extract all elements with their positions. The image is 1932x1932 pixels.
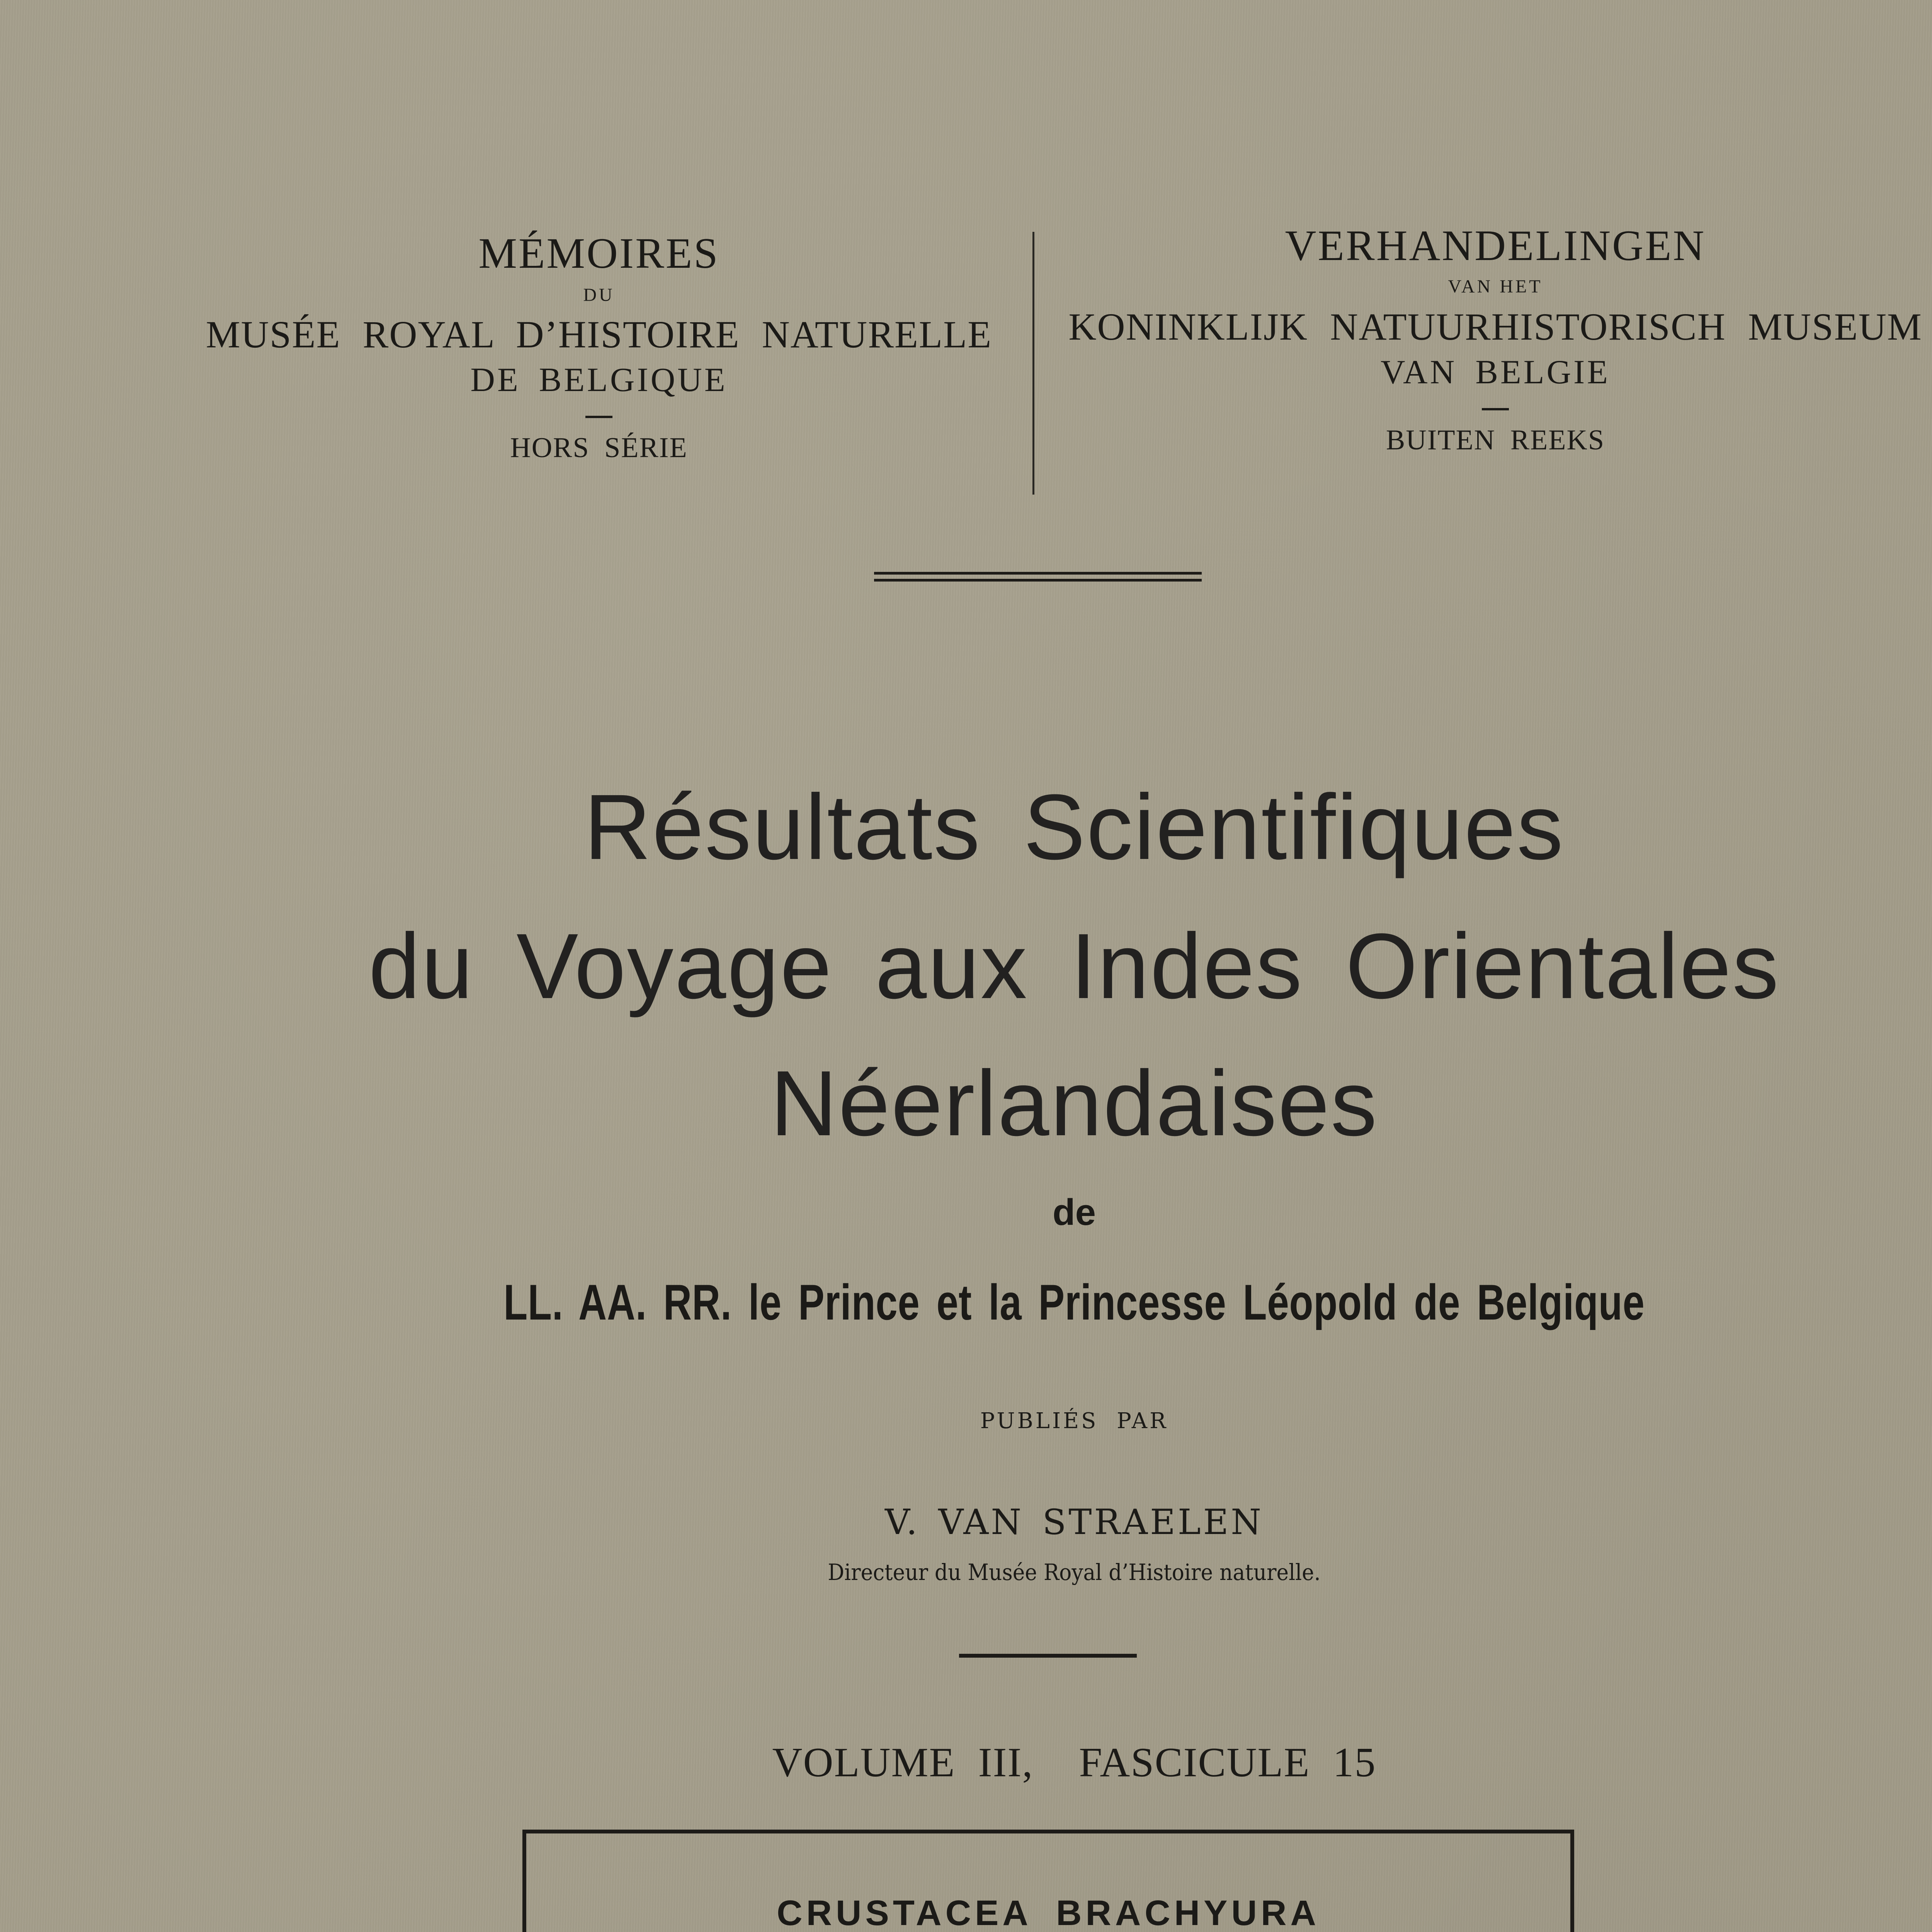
header-right xyxy=(1051,224,1932,454)
header-left-title: MÉMOIRES xyxy=(478,230,719,277)
header-right-title: VERHANDELINGEN xyxy=(1285,222,1706,270)
header-right-series: BUITEN REEKS xyxy=(1386,424,1605,456)
header-right-dash xyxy=(1482,408,1509,410)
header-left-institution-line1: MUSÉE ROYAL D’HISTOIRE NATURELLE xyxy=(206,313,992,356)
main-title-line1: Résultats Scientifiques xyxy=(584,775,1565,879)
double-rule-bottom xyxy=(874,579,1202,582)
header-right-institution-line1: KONINKLIJK NATUURHISTORISCH MUSEUM xyxy=(1068,305,1922,348)
double-rule-top xyxy=(874,572,1202,575)
header-left-institution-line2: DE BELGIQUE xyxy=(470,361,728,399)
header-left-connector: DU xyxy=(583,285,615,305)
publisher-position: Directeur du Musée Royal d’Histoire naturelle. xyxy=(828,1559,1321,1585)
publisher-name: V. VAN STRAELEN xyxy=(884,1502,1264,1543)
header-left xyxy=(162,232,1036,462)
header-left-series: HORS SÉRIE xyxy=(510,432,688,464)
published-by-label: PUBLIÉS PAR xyxy=(980,1408,1168,1434)
header-right-institution-line2: VAN BELGIE xyxy=(1380,354,1611,391)
short-rule-divider xyxy=(959,1654,1137,1658)
volume-fascicule: VOLUME III, FASCICULE 15 xyxy=(772,1740,1376,1786)
article-box xyxy=(522,1830,1574,1932)
article-title: CRUSTACEA BRACHYURA xyxy=(777,1893,1320,1932)
main-title-line2: du Voyage aux Indes Orientales xyxy=(368,914,1780,1018)
main-title-de: de xyxy=(1052,1192,1096,1233)
main-title-patrons: LL. AA. RR. le Prince et la Princesse Léopold de Belgique xyxy=(503,1274,1645,1330)
header-left-dash xyxy=(585,416,612,418)
main-title-line3: Néerlandaises xyxy=(770,1051,1378,1155)
double-rule-divider xyxy=(874,572,1202,583)
header-column-divider xyxy=(1032,232,1034,495)
header-right-connector: VAN HET xyxy=(1448,276,1543,297)
